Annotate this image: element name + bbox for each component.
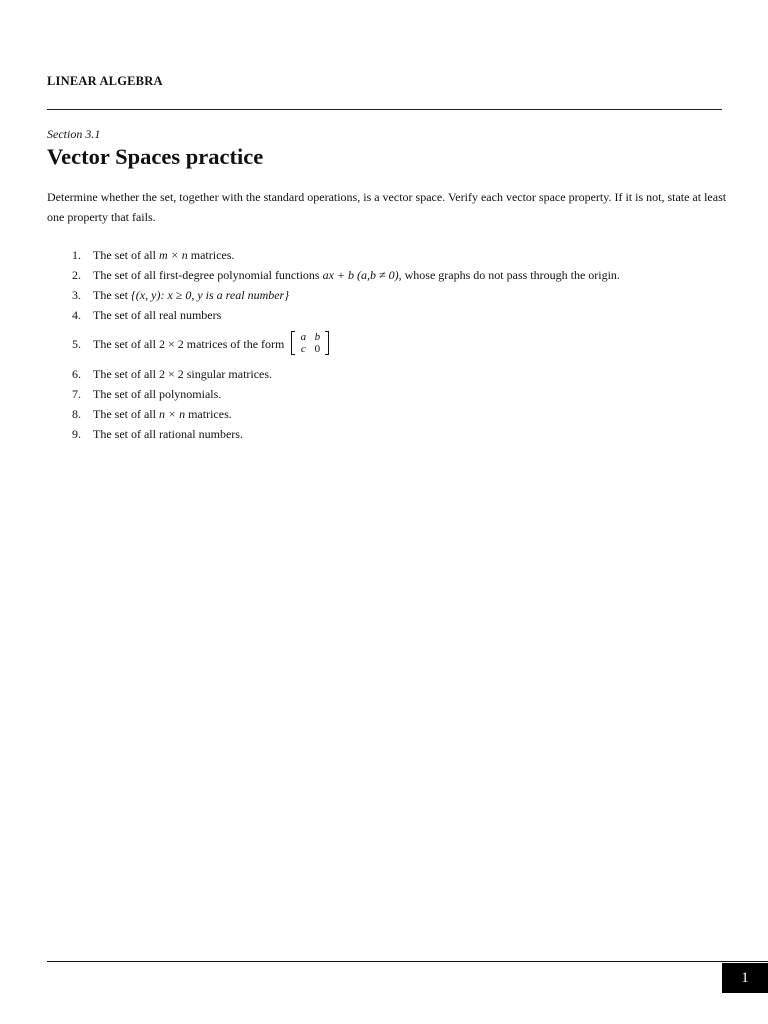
problem-item — [47, 246, 747, 266]
problem-text-pre: The set of all — [93, 406, 159, 421]
problem-text-post: , whose graphs do not pass through the origin. — [398, 268, 620, 283]
section-label: Section 3.1 — [47, 127, 101, 141]
problem-number: 8. — [72, 406, 81, 421]
problem-text-pre: The set — [93, 287, 131, 302]
problem-number: 5. — [72, 337, 81, 352]
problem-text: The set of all real numbers — [93, 307, 222, 322]
problem-text-post: matrices. — [185, 406, 232, 421]
matrix-form — [291, 331, 329, 355]
matrix-entry: 0 — [314, 342, 321, 355]
problem-item — [47, 424, 747, 444]
problem-text — [81, 248, 234, 263]
problem-math: n × n — [158, 406, 186, 421]
problem-item — [47, 404, 747, 424]
problem-math: {(x, y): x ≥ 0, y is a real number} — [131, 287, 290, 302]
problem-item — [47, 305, 747, 325]
problem-number: 4. — [72, 307, 81, 322]
problem-text — [81, 330, 329, 357]
problem-text: The set of all rational numbers. — [93, 426, 243, 441]
problem-number: 7. — [72, 386, 81, 401]
problem-text — [81, 407, 232, 422]
problem-number: 2. — [72, 268, 81, 283]
problem-text — [81, 288, 289, 303]
problem-number: 1. — [72, 248, 81, 263]
running-header: LINEAR ALGEBRA — [47, 74, 163, 88]
matrix-entry: b — [314, 330, 321, 343]
page-title: Vector Spaces practice — [47, 144, 264, 169]
problem-text: The set of all polynomials. — [93, 386, 222, 401]
page-number: 1 — [722, 963, 768, 993]
problem-text-pre: The set of all — [93, 248, 159, 263]
intro-paragraph: Determine whether the set, together with the standard operations, is a vector space. Verify each vector space property. If it is not, state at least one property that fails. — [47, 190, 727, 224]
problem-item — [47, 365, 747, 385]
problem-text-pre: The set of all 2 × 2 matrices of the form — [93, 336, 288, 351]
matrix-right-bracket — [325, 331, 329, 355]
problem-math: m × n — [158, 248, 188, 263]
problem-number: 6. — [72, 367, 81, 382]
problem-text-post: matrices. — [187, 248, 235, 263]
matrix-entry: a — [300, 330, 307, 343]
problem-text-pre: The set of all first-degree polynomial functions — [93, 268, 323, 283]
problem-text — [81, 268, 620, 283]
problem-list — [47, 246, 747, 444]
header-rule — [47, 109, 722, 110]
problem-item — [47, 266, 747, 286]
footer-rule — [47, 961, 768, 962]
problem-item — [47, 325, 747, 365]
problem-text: The set of all 2 × 2 singular matrices. — [93, 367, 273, 382]
problem-number: 9. — [72, 426, 81, 441]
problem-number: 3. — [72, 287, 81, 302]
matrix-entry: c — [300, 342, 306, 355]
problem-item — [47, 286, 747, 306]
matrix-entries — [295, 331, 325, 355]
problem-math: ax + b (a,b ≠ 0) — [322, 268, 399, 283]
problem-item — [47, 385, 747, 405]
